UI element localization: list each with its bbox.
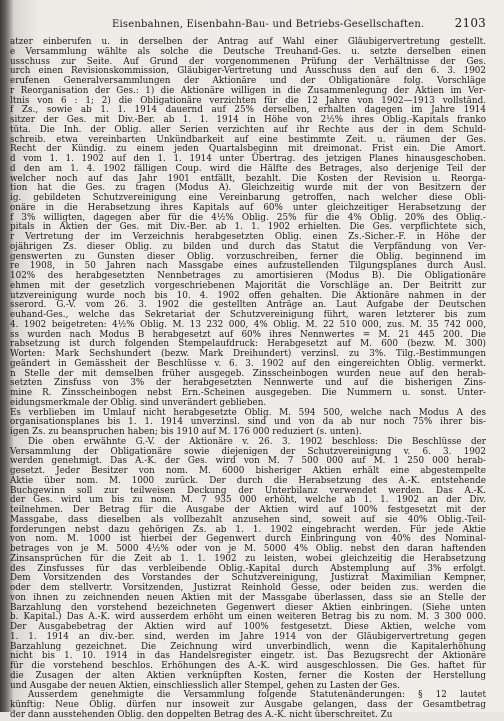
text-line: 1. 1. 1914 an div.-ber. sind, werden im Jahre 1914 von der Gläubigervertretung gegen — [10, 631, 486, 642]
text-line: teilnehmen. Der Betrag für die Ausgabe der Aktien wird auf 100% festgesetzt mit der — [10, 505, 486, 515]
text-line: Barzahlung gezeichnet. Die Zeichnung wird unverbindlich, wenn die Kapitalerhöhung — [10, 641, 486, 652]
text-line: oder dem stellvertr. Vorsitzenden, Justizrat Reinhold Gesse, oder beiden zus. werden die — [10, 583, 486, 593]
text-line: welcher noch auf das Jahr 1901 entfällt, bezahlt. Die Kosten der Revision u. Reorga- — [10, 173, 486, 184]
text-line: des Zinsfusses für das verbleibende Oblig.-Kapital durch Abstemplung auf 3% erfolgt. — [10, 563, 486, 574]
text-line: sitzer der Ges. mit Div.-Ber. ab 1. 1. 1914 in Höhe von 2½% ihres Oblig.-Kapitals franko — [10, 115, 486, 125]
text-line: Worten: Mark Sechshundert (bezw. Mark Dreihundert) verzinsl. zu 3%. Tilg.-Bestimmungen — [10, 349, 486, 359]
paragraph — [10, 691, 486, 720]
text-line: utzvereinigung wurde noch bis 10. 4. 1902 offen gehalten. Die Aktionäre nahmen in der — [10, 290, 486, 301]
text-line: f 3% willigten, dagegen aber für die 4½% Oblig. 25% für die 4% Oblig. 20% des Oblig.- — [10, 212, 486, 223]
text-line: setzten Zinsfuss von 3% der herabgesetzten Nennwerte und auf die bisherigen Zins- — [10, 378, 486, 389]
text-line: Zinsansprüchen für die Zeit ab 1. 1. 1902 zu leisten, wobei gleichzeitig die Herabsetzung — [10, 553, 486, 564]
text-line: Dem Vorsitzenden des Vorstandes der Schutzvereinigung, Justizrat Maximilian Kempner, — [10, 573, 486, 584]
paragraph — [10, 438, 486, 692]
text-line: r Reorganisation der Ges.: 1) die Aktionäre willigen in die Zusammenlegung der Aktien im Ver- — [10, 85, 486, 96]
text-line: ehmen mit der gesetzlich vorgeschriebenen Majorität die Vorschläge an. Der Beitritt zur — [10, 280, 486, 291]
text-line: ig. gebildeten Schutzvereinigung eine Vereinbarung getroffen, nach welcher diese Obli- — [10, 193, 486, 203]
text-line: und Ausgabe der neuen Aktien, einschliesslich aller Stempel, gehen zu Lasten der Ges. — [10, 680, 400, 691]
text-line: ss wurden nach Modus B herabgesetzt auf 60% ihres Nennwertes = M. 21 445 200. Die — [10, 329, 486, 340]
text-line: 102% des herabgesetzten Nennbetrages zu amortisieren (Modus B). Die Obligationäre — [10, 271, 486, 281]
text-line: nicht bis 1. 10. 1914 in das Handelsregister eingetr. ist. Das Bezugsrecht der Aktionäre — [10, 651, 486, 662]
text-line: Massgabe, dass dieselben als vollbezahlt anzusehen sind, soweit auf sie 40% Oblig.-Teil- — [10, 514, 486, 525]
text-line: usschuss zur Seite. Auf Grund der vorgenommenen Prüfung der Verhältnisse der Ges. — [10, 56, 486, 67]
text-line: ojährigen Zs. dieser Oblig. zu bilden und durch das Statut die Verpfändung von Ver- — [10, 241, 486, 252]
paragraph — [10, 409, 486, 438]
text-line: igen Zs. zu beanspruchen haben; bis 1910 auf M. 176 000 reduziert (s. unten). — [10, 427, 362, 437]
text-line: e Versammlung wählte als solche die Deutsche Treuhand-Ges. u. setzte derselben einen — [10, 46, 486, 57]
text-line: geändert in Gemässheit der Beschlüsse v. 6. 3. 1902 auf den eingereichten Oblig. vermerkt. — [10, 358, 486, 369]
text-line: sserord. G.-V. vom 26. 3. 1902 die gestellten Anträge an. Laut Aufgabe der Deutschen — [10, 300, 486, 311]
text-line: onäre in die Herabsetzung ihres Kapitals auf 60% unter gleichzeitiger Herabsetzung der — [10, 202, 486, 213]
text-line: Aktie über nom. M. 1000 zurück. Der durch die Herabsetzung des A.-K. entstehende — [10, 475, 486, 486]
running-title: Eisenbahnen, Eisenbahn-Bau- und Betriebs-Gesellschaften. — [112, 19, 425, 30]
text-line: betrages von je M. 5000 4½% oder von je M. 5000 4% Oblig. nebst den daran haftenden — [10, 544, 486, 554]
text-line: Der Ausgabebetrag der Aktien wird auf 100% festgesetzt. Diese Aktien, welche vom — [10, 622, 486, 632]
text-line: Ausserdem genehmigte die Versammlung folgende Statutenänderungen: § 12 lautet — [28, 690, 486, 701]
text-line: urch einen Revisionskommission, Gläubiger-Vertretung und Ausschuss den auf den 6. 3. 1902 — [10, 66, 486, 77]
page-header — [0, 16, 486, 32]
text-line: künftig: Neue Oblig. dürfen nur insoweit zur Ausgabe gelangen, dass der Gesamtbetrag — [10, 700, 486, 710]
text-line: tion hat die Ges. zu tragen (Modus A). Gleichzeitig wurde mit der von Besitzern der — [10, 183, 486, 194]
text-line: werden genehmigt. Das A.-K. der Ges. wird von M. 7 500 000 auf M. 1 250 000 herab- — [10, 456, 486, 467]
text-line: 4. 1902 beigetreten: 4½% Oblig. M. 13 232 000, 4% Oblig. M. 22 510 000, zus. M. 35 742 000, — [10, 319, 486, 330]
text-line: Es verblieben im Umlauf nicht herabgesetzte Oblig. M. 594 500, welche nach Modus A des — [10, 407, 486, 418]
text-line: organisationsplanes bis 1. 1. 1914 unverzinsl. sind und von da ab nur noch 75% ihrer bis- — [10, 417, 486, 428]
text-line: r Vertretung der im Verzeichnis herabgesetzten Oblig. einen Zs.-Sicher.-F. in Höhe der — [10, 232, 486, 242]
text-line: rabsetzung ist durch folgenden Stempelaufdruck: Herabgesetzt auf M. 600 (bezw. M. 300) — [10, 339, 486, 350]
text-line: Versammlung der Obligationäre sowie diejenigen der Schutzvereinigung v. 6. 3. 1902 — [10, 446, 486, 457]
text-line: von ihnen zu zeichnenden neuen Aktien mit der Massgabe überlassen, dass sie an Stelle der — [10, 592, 486, 603]
text-line: pitals in Aktien der Ges. mit Div.-Ber. ab 1. 1. 1902 erhielten. Die Ges. verpflichtete sich, — [10, 222, 486, 233]
text-line: gesetzt. Jeder Besitzer von nom. M. 6000 bisheriger Aktien erhält eine abgestempelte — [10, 466, 486, 476]
text-line: der Ges. wird um bis zu nom. M. 7 935 000 erhöht, welche ab 1. 1. 1902 an der Div. — [10, 495, 486, 506]
text-line: Die oben erwähnte G.-V. der Aktionäre v. 26. 3. 1902 beschloss: Die Beschlüsse der — [28, 436, 486, 447]
text-line: tüta. Die Inh. der Oblig. aller Serien verzichten auf ihr Rechte aus der in dem Schuld- — [10, 124, 486, 135]
text-line: eidungsmerkmale der Oblig. sind unverändert geblieben. — [10, 397, 267, 408]
page-number: 2103 — [454, 16, 486, 30]
text-line: ltnis von 6 : 1; 2) die Obligationäre verzichten für die 12 Jahre von 1902—1913 vollständ. — [10, 95, 486, 106]
text-line: erufenen Generalversammlungen der Aktionäre und der Obligationäre folg. Vorschläge — [10, 76, 486, 86]
text-line: genswerten zu Gunsten dieser Oblig. vorzuschreiben, ferner die Oblig. beginnend im — [10, 251, 486, 262]
text-line: Buchgewinn soll zur teilweisen Deckung der Unterbilanz verwendet werden. Das A.-K. — [10, 485, 486, 496]
text-line: forderungen nebst dazu gehörigen Zs. ab 1. 1. 1902 eingebracht werden. Für jede Aktie — [10, 524, 486, 535]
text-line: die Zusagen der alten Aktien verknüpften Kosten, ferner die Kosten der Herstellung — [10, 670, 486, 681]
text-line: d den am 1. 4. 1902 fälligen Coup. wird die Hälfte des Betrages, also derjenige Teil der — [10, 163, 486, 174]
text-line: atzer einberufen u. in derselben der Antrag auf Wahl einer Gläubigervertretung gestellt. — [10, 37, 486, 47]
text-line: schreib. etwa vereinbarten Unkündbarkeit auf eine bestimmte Zeit. u. räumen der Ges. — [10, 134, 486, 145]
text-line: n Stelle der mit demselben früher ausgegeb. Zinsscheinbogen wurden neue auf den herab- — [10, 368, 486, 379]
text-line: euhand-Ges., welche das Sekretariat der Schutzvereinigung führt, waren letzterer bis zum — [10, 310, 486, 320]
page-body — [10, 37, 486, 720]
text-line: mine R. Zinsscheinbogen nebst Ern.-Scheinen ausgegeben. Die Nummern u. sonst. Unter- — [10, 388, 486, 398]
text-line: f Zs., sowie ab 1. 1. 1914 dauernd auf 25% derselben, erhalten dagegen im Jahre 1914 — [10, 105, 486, 116]
text-line: Recht der Kündig. zu einem jeden Quartalsbeginn mit dreimonat. Frist ein. Die Amort. — [10, 144, 486, 155]
text-line: Barzahlung den vorstehend bezeichneten Gegenwert dieser Aktien einbringen. (Siehe unten — [10, 602, 486, 613]
text-line: für die vorstehend beschlos. Erhöhungen des A.-K. wird ausgeschlossen. Die Ges. haftet für — [10, 661, 486, 671]
text-line: der dann ausstehenden Oblig. den doppelten Betrag des A.-K. nicht überschreitet. Zu — [10, 709, 393, 720]
paragraph — [10, 38, 486, 409]
text-line: d vom 1. 1. 1902 auf den 1. 1. 1914 unter Übertrag. des jetzigen Planes hinausgeschoben. — [10, 154, 486, 164]
text-line: re 1908, in 50 Jahren nach Massgabe eines aufzustellenden Tilgungsplanes durch Ausl. — [10, 261, 486, 272]
text-line: von nom. M. 1000 ist hierbei der Gegenwert durch Einbringung von 40% des Nominal- — [10, 534, 486, 545]
text-line: b. Kapital.) Das A.-K. wird ausserdem erhöht um einen weiteren Betrag bis zu nom. M. 3 300 000. — [10, 612, 486, 623]
